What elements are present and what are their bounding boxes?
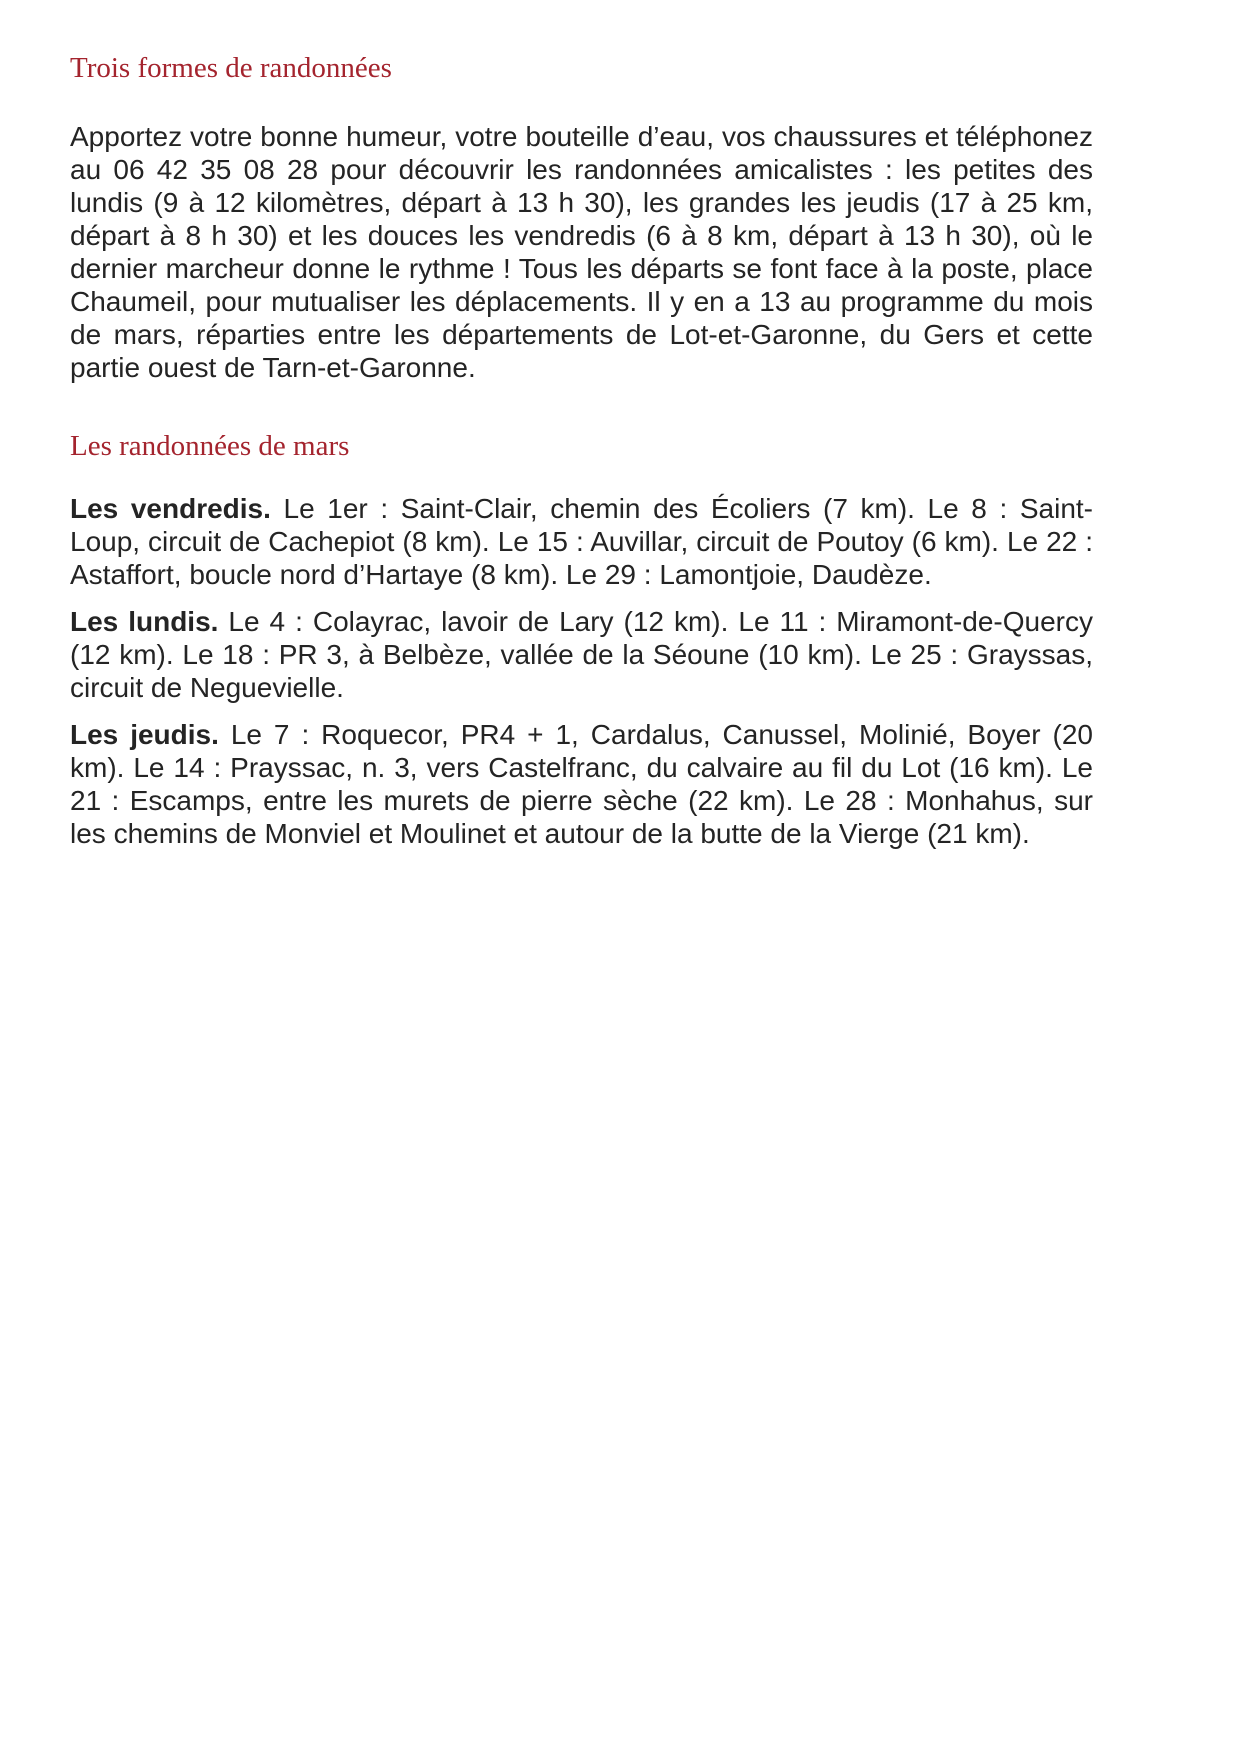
paragraph-vendredis <box>70 492 1093 591</box>
section-heading-les-randonnees-de-mars: Les randonnées de mars <box>70 430 350 462</box>
paragraph-lundis-text: Le 4 : Colayrac, lavoir de Lary (12 km). Le 11 : Miramont-de-Quercy (12 km). Le 18 : PR 3, à Belbèze, vallée de la Séoune (10 km). Le 25 : Grayssas, circuit de Neguevielle. <box>70 606 1094 703</box>
paragraph-intro-text: Apportez votre bonne humeur, votre bouteille d’eau, vos chaussures et téléphonez au 06 42 35 08 28 pour découvrir les randonnées amicalistes : les petites des lundis (9 à 12 kilomètres, départ à 13 h 30), les grandes les jeudis (17 à 25 km, départ à 8 h 30) et les douces les vendredis (6 à 8 km, départ à 13 h 30), où le dernier marcheur donne le rythme ! Tous les départs se font face à la poste, place Chaumeil, pour mutualiser les déplacements. Il y en a 13 au programme du mois de mars, réparties entre les départements de Lot-et-Garonne, du Gers et cette partie ouest de Tarn-et-Garonne. <box>70 121 1093 383</box>
paragraph-lundis <box>70 605 1093 704</box>
paragraph-jeudis-text: Le 7 : Roquecor, PR4 + 1, Cardalus, Canussel, Molinié, Boyer (20 km). Le 14 : Prayssac, n. 3, vers Castelfranc, du calvaire au fil du Lot (16 km). Le 21 : Escamps, entre les murets de pierre sèche (22 km). Le 28 : Monhahus, sur les chemins de Monviel et Moulinet et autour de la butte de la Vierge (21 km). <box>70 719 1093 849</box>
paragraph-vendredis-lead: Les vendredis. <box>70 493 271 524</box>
document-content <box>0 0 1241 850</box>
paragraph-vendredis-text: Le 1er : Saint-Clair, chemin des Écoliers (7 km). Le 8 : Saint-Loup, circuit de Cachepiot (8 km). Le 15 : Auvillar, circuit de Poutoy (6 km). Le 22 : Astaffort, boucle nord d’Hartaye (8 km). Le 29 : Lamontjoie, Daudèze. <box>70 493 1093 590</box>
paragraph-intro <box>70 120 1093 384</box>
paragraph-jeudis <box>70 718 1093 850</box>
section-heading-trois-formes-de-randonnees: Trois formes de randonnées <box>70 52 392 84</box>
paragraph-jeudis-lead: Les jeudis. <box>70 719 219 750</box>
paragraph-lundis-lead: Les lundis. <box>70 606 219 637</box>
